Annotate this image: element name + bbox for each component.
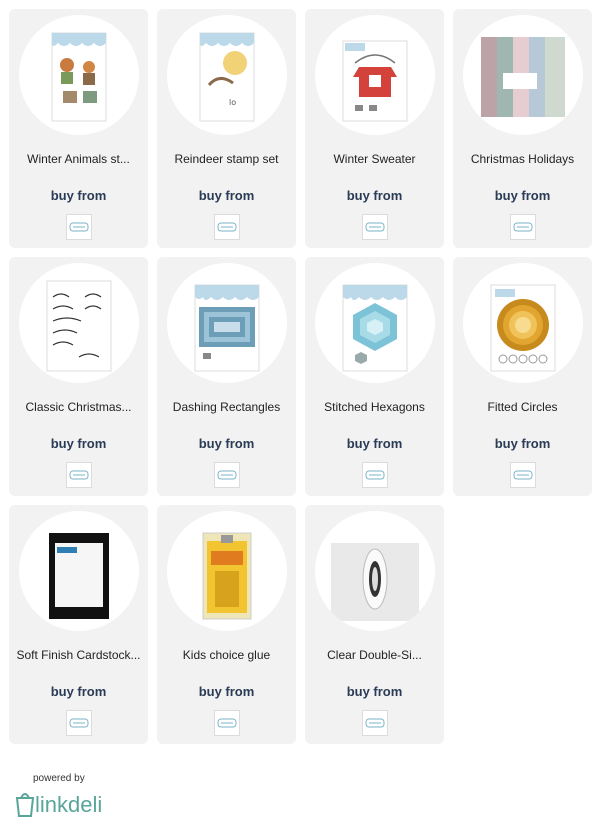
store-logo[interactable] xyxy=(66,462,92,488)
product-title[interactable]: Winter Animals st... xyxy=(27,152,130,166)
product-card[interactable] xyxy=(9,505,148,744)
product-card[interactable] xyxy=(157,9,296,248)
product-thumbnail[interactable] xyxy=(167,511,287,631)
product-title[interactable]: Dashing Rectangles xyxy=(172,400,281,414)
store-logo[interactable] xyxy=(66,214,92,240)
store-logo[interactable] xyxy=(214,710,240,736)
buy-from-link[interactable]: buy from xyxy=(494,436,551,451)
product-card[interactable] xyxy=(305,257,444,496)
product-card[interactable] xyxy=(9,257,148,496)
product-card[interactable] xyxy=(453,9,592,248)
product-title[interactable]: Reindeer stamp set xyxy=(174,152,279,166)
product-title[interactable]: Soft Finish Cardstock... xyxy=(16,648,141,662)
product-card[interactable] xyxy=(9,9,148,248)
store-logo[interactable] xyxy=(362,462,388,488)
buy-from-link[interactable]: buy from xyxy=(346,188,403,203)
store-logo[interactable] xyxy=(214,214,240,240)
product-thumbnail[interactable] xyxy=(19,15,139,135)
linkdeli-logo[interactable] xyxy=(15,788,125,818)
shopping-bag-icon xyxy=(17,794,33,816)
store-logo[interactable] xyxy=(362,214,388,240)
store-logo[interactable] xyxy=(214,462,240,488)
buy-from-link[interactable]: buy from xyxy=(198,436,255,451)
product-thumbnail[interactable] xyxy=(315,511,435,631)
buy-from-link[interactable]: buy from xyxy=(198,684,255,699)
buy-from-link[interactable]: buy from xyxy=(198,188,255,203)
product-thumbnail[interactable] xyxy=(463,263,583,383)
buy-from-link[interactable]: buy from xyxy=(50,188,107,203)
product-title[interactable]: Stitched Hexagons xyxy=(324,400,425,414)
product-title[interactable]: Clear Double-Si... xyxy=(327,648,422,662)
product-card[interactable] xyxy=(157,257,296,496)
powered-by-label: powered by xyxy=(33,773,85,784)
product-thumbnail[interactable] xyxy=(19,511,139,631)
product-title[interactable]: Winter Sweater xyxy=(333,152,416,166)
brand-name: linkdeli xyxy=(35,792,103,817)
product-thumbnail[interactable] xyxy=(19,263,139,383)
product-thumbnail[interactable] xyxy=(167,15,287,135)
product-card[interactable] xyxy=(305,9,444,248)
svg-text:lo: lo xyxy=(229,98,237,107)
store-logo[interactable] xyxy=(66,710,92,736)
buy-from-link[interactable]: buy from xyxy=(50,684,107,699)
product-thumbnail[interactable] xyxy=(463,15,583,135)
buy-from-link[interactable]: buy from xyxy=(494,188,551,203)
product-title[interactable]: Kids choice glue xyxy=(182,648,271,662)
product-title[interactable]: Fitted Circles xyxy=(487,400,558,414)
product-thumbnail[interactable] xyxy=(315,263,435,383)
product-card[interactable] xyxy=(305,505,444,744)
product-thumbnail[interactable] xyxy=(167,263,287,383)
product-card[interactable] xyxy=(157,505,296,744)
store-logo[interactable] xyxy=(362,710,388,736)
product-title[interactable]: Classic Christmas... xyxy=(25,400,132,414)
buy-from-link[interactable]: buy from xyxy=(346,436,403,451)
buy-from-link[interactable]: buy from xyxy=(50,436,107,451)
buy-from-link[interactable]: buy from xyxy=(346,684,403,699)
store-logo[interactable] xyxy=(510,214,536,240)
product-thumbnail[interactable] xyxy=(315,15,435,135)
product-card[interactable] xyxy=(453,257,592,496)
product-title[interactable]: Christmas Holidays xyxy=(470,152,575,166)
store-logo[interactable] xyxy=(510,462,536,488)
